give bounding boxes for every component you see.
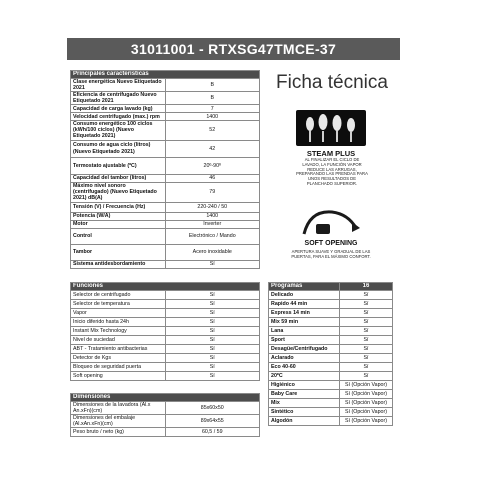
function-value: Sí bbox=[165, 336, 260, 345]
program-row bbox=[269, 327, 393, 336]
spec-label: Consumo de agua ciclo (litros) (Nuevo Etiquetado 2021) bbox=[71, 140, 166, 157]
program-value: Sí (Opción Vapor) bbox=[340, 381, 393, 390]
dimension-value: 89x64x55 bbox=[165, 415, 260, 428]
spec-value: Acero inoxidable bbox=[165, 244, 260, 260]
programs-count: 16 bbox=[340, 283, 393, 291]
spec-row bbox=[71, 157, 260, 174]
functions-body bbox=[71, 283, 260, 381]
document-title: 31011001 - RTXSG47TMCE-37 bbox=[67, 38, 400, 60]
spec-row bbox=[71, 260, 260, 268]
program-row bbox=[269, 363, 393, 372]
steam-puff-1 bbox=[306, 117, 314, 131]
spec-row bbox=[71, 220, 260, 228]
program-label: Lana bbox=[269, 327, 340, 336]
spec-row bbox=[71, 105, 260, 113]
spec-value: B bbox=[165, 79, 260, 92]
function-label: Selector de temperatura bbox=[71, 300, 166, 309]
spec-value: 1400 bbox=[165, 212, 260, 220]
dimension-value: 60,5 / 59 bbox=[165, 428, 260, 437]
program-label: Algodón bbox=[269, 417, 340, 426]
function-row bbox=[71, 291, 260, 300]
function-row bbox=[71, 327, 260, 336]
spec-label: Control bbox=[71, 228, 166, 244]
spec-label: Sistema antidesbordamiento bbox=[71, 260, 166, 268]
ficha-tecnica-heading: Ficha técnica bbox=[276, 72, 388, 93]
soft-opening-icon bbox=[298, 206, 362, 238]
program-value: Sí bbox=[340, 363, 393, 372]
function-value: Sí bbox=[165, 318, 260, 327]
function-value: Sí bbox=[165, 300, 260, 309]
spec-label: Capacidad de carga lavado (kg) bbox=[71, 105, 166, 113]
program-label: Desagüe/Centrifugado bbox=[269, 345, 340, 354]
steam-puff-4 bbox=[347, 118, 355, 132]
function-row bbox=[71, 309, 260, 318]
function-row bbox=[71, 345, 260, 354]
function-label: Soft opening bbox=[71, 372, 166, 381]
spec-label: Máximo nivel sonoro (centrifugado) (Nuevo Etiquetado 2021) dB(A) bbox=[71, 182, 166, 202]
program-value: Sí bbox=[340, 291, 393, 300]
function-label: Instant Mix Technology bbox=[71, 327, 166, 336]
function-label: ABT - Tratamiento antibacterias bbox=[71, 345, 166, 354]
programs-header bbox=[269, 283, 393, 291]
spec-label: Potencia (W/A) bbox=[71, 212, 166, 220]
soft-opening-arrowhead bbox=[352, 222, 360, 232]
program-label: Sport bbox=[269, 336, 340, 345]
steam-puff-3 bbox=[333, 115, 342, 131]
function-value: Sí bbox=[165, 372, 260, 381]
spec-label: Tensión (V) / Frecuencia (Hz) bbox=[71, 202, 166, 212]
spec-row bbox=[71, 121, 260, 140]
spec-value: 46 bbox=[165, 174, 260, 182]
spec-row bbox=[71, 244, 260, 260]
spec-value: 42 bbox=[165, 140, 260, 157]
spec-label: Capacidad del tambor (litros) bbox=[71, 174, 166, 182]
program-value: Sí bbox=[340, 336, 393, 345]
spec-value: 7 bbox=[165, 105, 260, 113]
function-label: Detector de Kgs bbox=[71, 354, 166, 363]
program-label: Delicado bbox=[269, 291, 340, 300]
program-row bbox=[269, 354, 393, 363]
program-row bbox=[269, 417, 393, 426]
function-value: Sí bbox=[165, 363, 260, 372]
spec-row bbox=[71, 79, 260, 92]
function-row bbox=[71, 372, 260, 381]
program-value: Sí (Opción Vapor) bbox=[340, 399, 393, 408]
dimensions-header bbox=[71, 394, 260, 402]
function-row bbox=[71, 354, 260, 363]
spec-label: Eficiencia de centrifugado Nuevo Etiquetado 2021 bbox=[71, 92, 166, 105]
dimension-row bbox=[71, 415, 260, 428]
dimensions-body bbox=[71, 394, 260, 437]
program-row bbox=[269, 390, 393, 399]
function-row bbox=[71, 318, 260, 327]
function-value: Sí bbox=[165, 354, 260, 363]
program-row bbox=[269, 318, 393, 327]
steam-plus-description: AL FINALIZAR EL CICLO DE LAVADO, LA FUNCIÓN VAPOR REDUCE LAS ARRUGAS, PREPARANDO LAS PRENDAS PARA UNOS RESULTADOS DE PLANCHADO SUPERIOR. bbox=[296, 157, 368, 187]
steam-stem-1 bbox=[309, 131, 311, 142]
soft-opening-title: SOFT OPENING bbox=[304, 240, 358, 247]
spec-value: 79 bbox=[165, 182, 260, 202]
program-row bbox=[269, 408, 393, 417]
spec-label: Clase energética Nuevo Etiquetado 2021 bbox=[71, 79, 166, 92]
dimensions-heading: Dimensiones bbox=[71, 394, 260, 402]
spec-value: 1400 bbox=[165, 113, 260, 121]
program-value: Sí bbox=[340, 300, 393, 309]
program-row bbox=[269, 309, 393, 318]
program-row bbox=[269, 300, 393, 309]
program-label: Mix bbox=[269, 399, 340, 408]
dimension-value: 85x60x50 bbox=[165, 402, 260, 415]
program-label: Aclarado bbox=[269, 354, 340, 363]
spec-row bbox=[71, 92, 260, 105]
steam-stem-3 bbox=[336, 131, 338, 142]
program-label: Higiénico bbox=[269, 381, 340, 390]
function-row bbox=[71, 300, 260, 309]
steam-plus-graphic bbox=[296, 110, 366, 146]
program-row bbox=[269, 291, 393, 300]
spec-value: 220-240 / 50 bbox=[165, 202, 260, 212]
program-label: Mix 59 min bbox=[269, 318, 340, 327]
steam-stem-2 bbox=[322, 131, 324, 142]
program-label: Sintético bbox=[269, 408, 340, 417]
program-label: Rapido 44 min bbox=[269, 300, 340, 309]
program-value: Sí bbox=[340, 309, 393, 318]
steam-stem-4 bbox=[350, 131, 352, 142]
function-label: Nivel de suciedad bbox=[71, 336, 166, 345]
program-value: Sí (Opción Vapor) bbox=[340, 417, 393, 426]
functions-table bbox=[70, 282, 260, 381]
main-specs-heading: Principales características bbox=[71, 71, 260, 79]
function-value: Sí bbox=[165, 345, 260, 354]
spec-label: Tambor bbox=[71, 244, 166, 260]
program-label: 20ºC bbox=[269, 372, 340, 381]
dimension-label: Dimensiones del embalaje (Al.xAn.xFn)(cm) bbox=[71, 415, 166, 428]
programs-heading: Programas bbox=[269, 283, 340, 291]
spec-value: Inverter bbox=[165, 220, 260, 228]
program-row bbox=[269, 345, 393, 354]
spec-label: Velocidad centrifugado (max.) rpm bbox=[71, 113, 166, 121]
spec-value: B bbox=[165, 92, 260, 105]
program-row bbox=[269, 372, 393, 381]
spec-value: 52 bbox=[165, 121, 260, 140]
function-value: Sí bbox=[165, 291, 260, 300]
spec-row bbox=[71, 113, 260, 121]
spec-row bbox=[71, 174, 260, 182]
spec-label: Consumo energético 100 ciclos (kWh/100 ciclos) (Nuevo Etiquetado 2021) bbox=[71, 121, 166, 140]
program-label: Baby Care bbox=[269, 390, 340, 399]
dimension-row bbox=[71, 428, 260, 437]
functions-heading: Funciones bbox=[71, 283, 260, 291]
spec-row bbox=[71, 228, 260, 244]
spec-row bbox=[71, 182, 260, 202]
program-label: Express 14 min bbox=[269, 309, 340, 318]
main-specs-header bbox=[71, 71, 260, 79]
functions-header bbox=[71, 283, 260, 291]
dimension-label: Peso bruto / neto (kg) bbox=[71, 428, 166, 437]
programs-table bbox=[268, 282, 393, 426]
dimension-label: Dimensiones de la lavadora (Al.x An.xFn)(cm) bbox=[71, 402, 166, 415]
function-label: Bloqueo de seguridad puerta bbox=[71, 363, 166, 372]
main-specs-table bbox=[70, 70, 260, 269]
steam-plus-title: STEAM PLUS bbox=[306, 149, 356, 158]
function-row bbox=[71, 336, 260, 345]
spec-label: Motor bbox=[71, 220, 166, 228]
program-value: Sí bbox=[340, 354, 393, 363]
soft-opening-graphic bbox=[298, 206, 362, 238]
steam-stems bbox=[309, 131, 352, 142]
programs-body bbox=[269, 283, 393, 426]
steam-plus-icon bbox=[296, 110, 366, 146]
program-row bbox=[269, 399, 393, 408]
spec-value: Electrónico / Mando bbox=[165, 228, 260, 244]
main-specs-body bbox=[71, 71, 260, 269]
program-label: Eco 40-60 bbox=[269, 363, 340, 372]
steam-puff-2 bbox=[319, 114, 328, 130]
program-value: Sí bbox=[340, 345, 393, 354]
spec-row bbox=[71, 202, 260, 212]
function-label: Inicio diferido hasta 24h bbox=[71, 318, 166, 327]
dimensions-table bbox=[70, 393, 260, 437]
function-label: Selector de centrifugado bbox=[71, 291, 166, 300]
program-value: Sí (Opción Vapor) bbox=[340, 408, 393, 417]
function-label: Vapor bbox=[71, 309, 166, 318]
soft-opening-description: APERTURA SUAVE Y GRADUAL DE LAS PUERTAS, PARA EL MÁXIMO CONFORT. bbox=[291, 249, 371, 259]
spec-value: Sí bbox=[165, 260, 260, 268]
program-value: Sí bbox=[340, 327, 393, 336]
spec-row bbox=[71, 212, 260, 220]
program-value: Sí bbox=[340, 318, 393, 327]
program-row bbox=[269, 381, 393, 390]
program-value: Sí bbox=[340, 372, 393, 381]
spec-label: Termostato ajustable (ºC) bbox=[71, 157, 166, 174]
program-value: Sí (Opción Vapor) bbox=[340, 390, 393, 399]
dimension-row bbox=[71, 402, 260, 415]
program-row bbox=[269, 336, 393, 345]
steam-clouds bbox=[306, 114, 355, 132]
soft-opening-door bbox=[316, 224, 330, 234]
function-value: Sí bbox=[165, 327, 260, 336]
function-value: Sí bbox=[165, 309, 260, 318]
spec-row bbox=[71, 140, 260, 157]
spec-value: 20º-90º bbox=[165, 157, 260, 174]
function-row bbox=[71, 363, 260, 372]
